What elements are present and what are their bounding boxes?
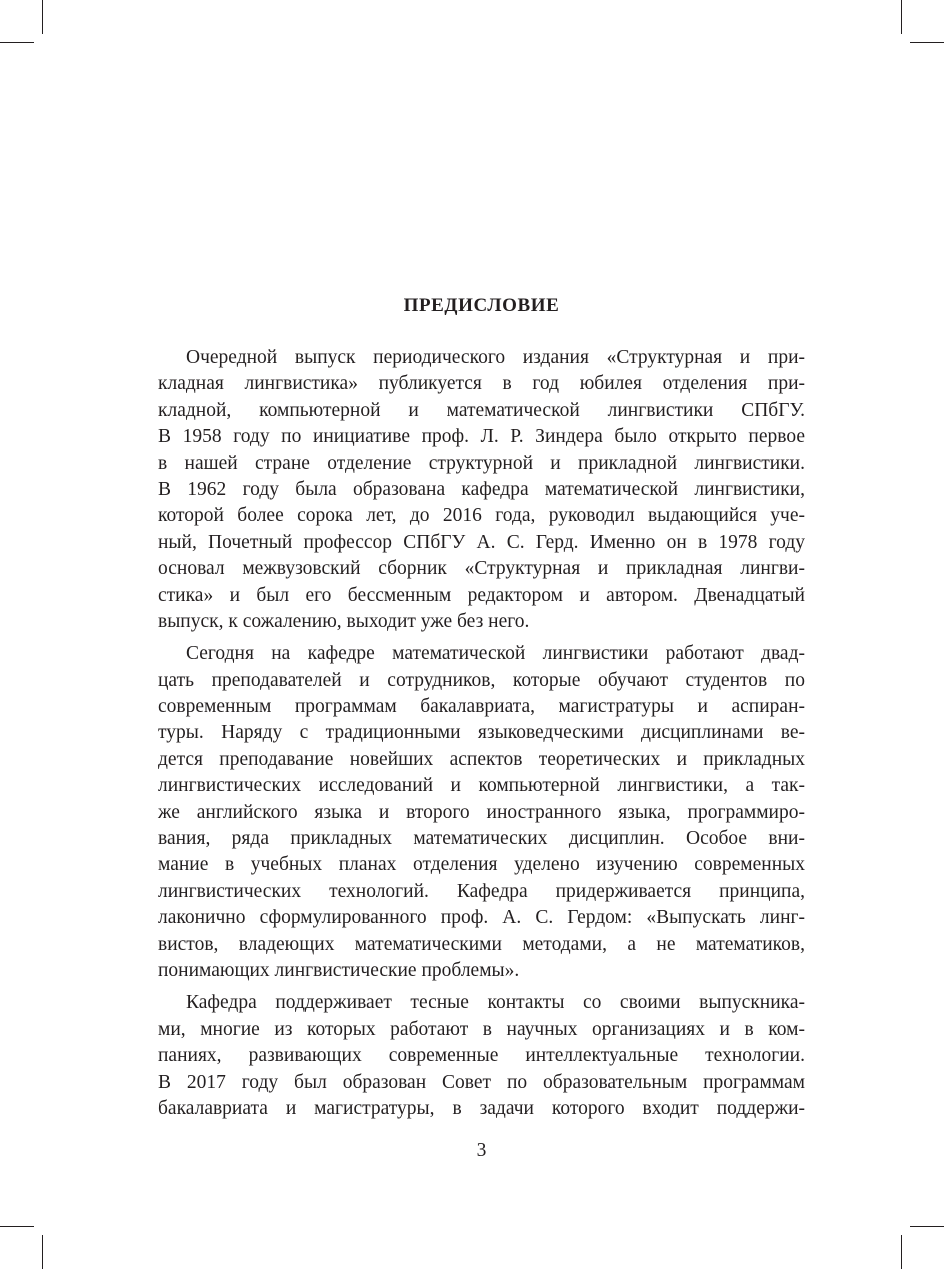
crop-mark-top-left-vertical (42, 0, 43, 34)
text-line: кладной, компьютерной и математической лингвистики СПбГУ. (158, 399, 805, 421)
text-line: дется преподавание новейших аспектов теоретических и прикладных (158, 748, 805, 770)
crop-mark-bottom-right-vertical (901, 1235, 902, 1269)
paragraph (158, 990, 805, 1122)
text-line: кладная лингвистика» публикуется в год юбилея отделения при- (158, 373, 805, 395)
text-line: В 1962 году была образована кафедра математической лингвистики, (158, 478, 805, 500)
text-line: туры. Наряду с традиционными языковедческими дисциплинами ве- (158, 722, 805, 744)
text-line: современным программам бакалавриата, магистратуры и аспиран- (158, 696, 805, 718)
paragraph (158, 345, 805, 635)
crop-mark-bottom-left-vertical (42, 1235, 43, 1269)
text-line: же английского языка и второго иностранного языка, программиро- (158, 801, 805, 823)
text-line: выпуск, к сожалению, выходит уже без него. (158, 610, 530, 632)
text-line: лингвистических технологий. Кафедра придерживается принципа, (158, 880, 805, 902)
crop-mark-top-right-horizontal (910, 42, 944, 43)
crop-mark-top-right-vertical (901, 0, 902, 34)
text-line: в нашей стране отделение структурной и прикладной лингвистики. (158, 452, 805, 474)
page-title: ПРЕДИСЛОВИЕ (403, 295, 560, 316)
text-line: цать преподавателей и сотрудников, которые обучают студентов по (158, 669, 805, 691)
page-number: 3 (476, 1140, 487, 1161)
text-line: Кафедра поддерживает тесные контакты со своими выпускника- (186, 992, 805, 1014)
text-line: Сегодня на кафедре математической лингвистики работают двад- (186, 643, 805, 665)
paragraph (158, 641, 805, 984)
body-text (158, 345, 805, 1122)
text-line: лаконично сформулированного проф. А. С. Гердом: «Выпускать линг- (158, 907, 805, 929)
text-line: лингвистических исследований и компьютерной лингвистики, а так- (158, 775, 805, 797)
text-line: основал межвузовский сборник «Структурная и прикладная лингви- (158, 558, 805, 580)
text-line: Очередной выпуск периодического издания «Структурная и при- (186, 347, 805, 368)
text-line: вистов, владеющих математическими методами, а не математиков, (158, 933, 805, 955)
text-line: понимающих лингвистические проблемы». (158, 959, 520, 981)
text-line: вания, ряда прикладных математических дисциплин. Особое вни- (158, 828, 805, 850)
crop-mark-bottom-left-horizontal (0, 1226, 34, 1227)
text-line: которой более сорока лет, до 2016 года, руководил выдающийся уче- (158, 505, 805, 527)
crop-mark-top-left-horizontal (0, 42, 34, 43)
crop-mark-bottom-right-horizontal (910, 1226, 944, 1227)
text-line: В 1958 году по инициативе проф. Л. Р. Зиндера было открыто первое (158, 426, 805, 448)
text-line: бакалавриата и магистратуры, в задачи которого входит поддержи- (158, 1097, 805, 1119)
text-line: мание в учебных планах отделения уделено изучению современных (158, 854, 805, 876)
text-line: паниях, развивающих современные интеллектуальные технологии. (158, 1045, 805, 1067)
text-line: ный, Почетный профессор СПбГУ А. С. Герд. Именно он в 1978 году (158, 531, 805, 553)
text-line: В 2017 году был образован Совет по образовательным программам (158, 1071, 805, 1093)
text-line: стика» и был его бессменным редактором и автором. Двенадцатый (158, 584, 805, 606)
text-line: ми, многие из которых работают в научных организациях и в ком- (158, 1018, 805, 1040)
